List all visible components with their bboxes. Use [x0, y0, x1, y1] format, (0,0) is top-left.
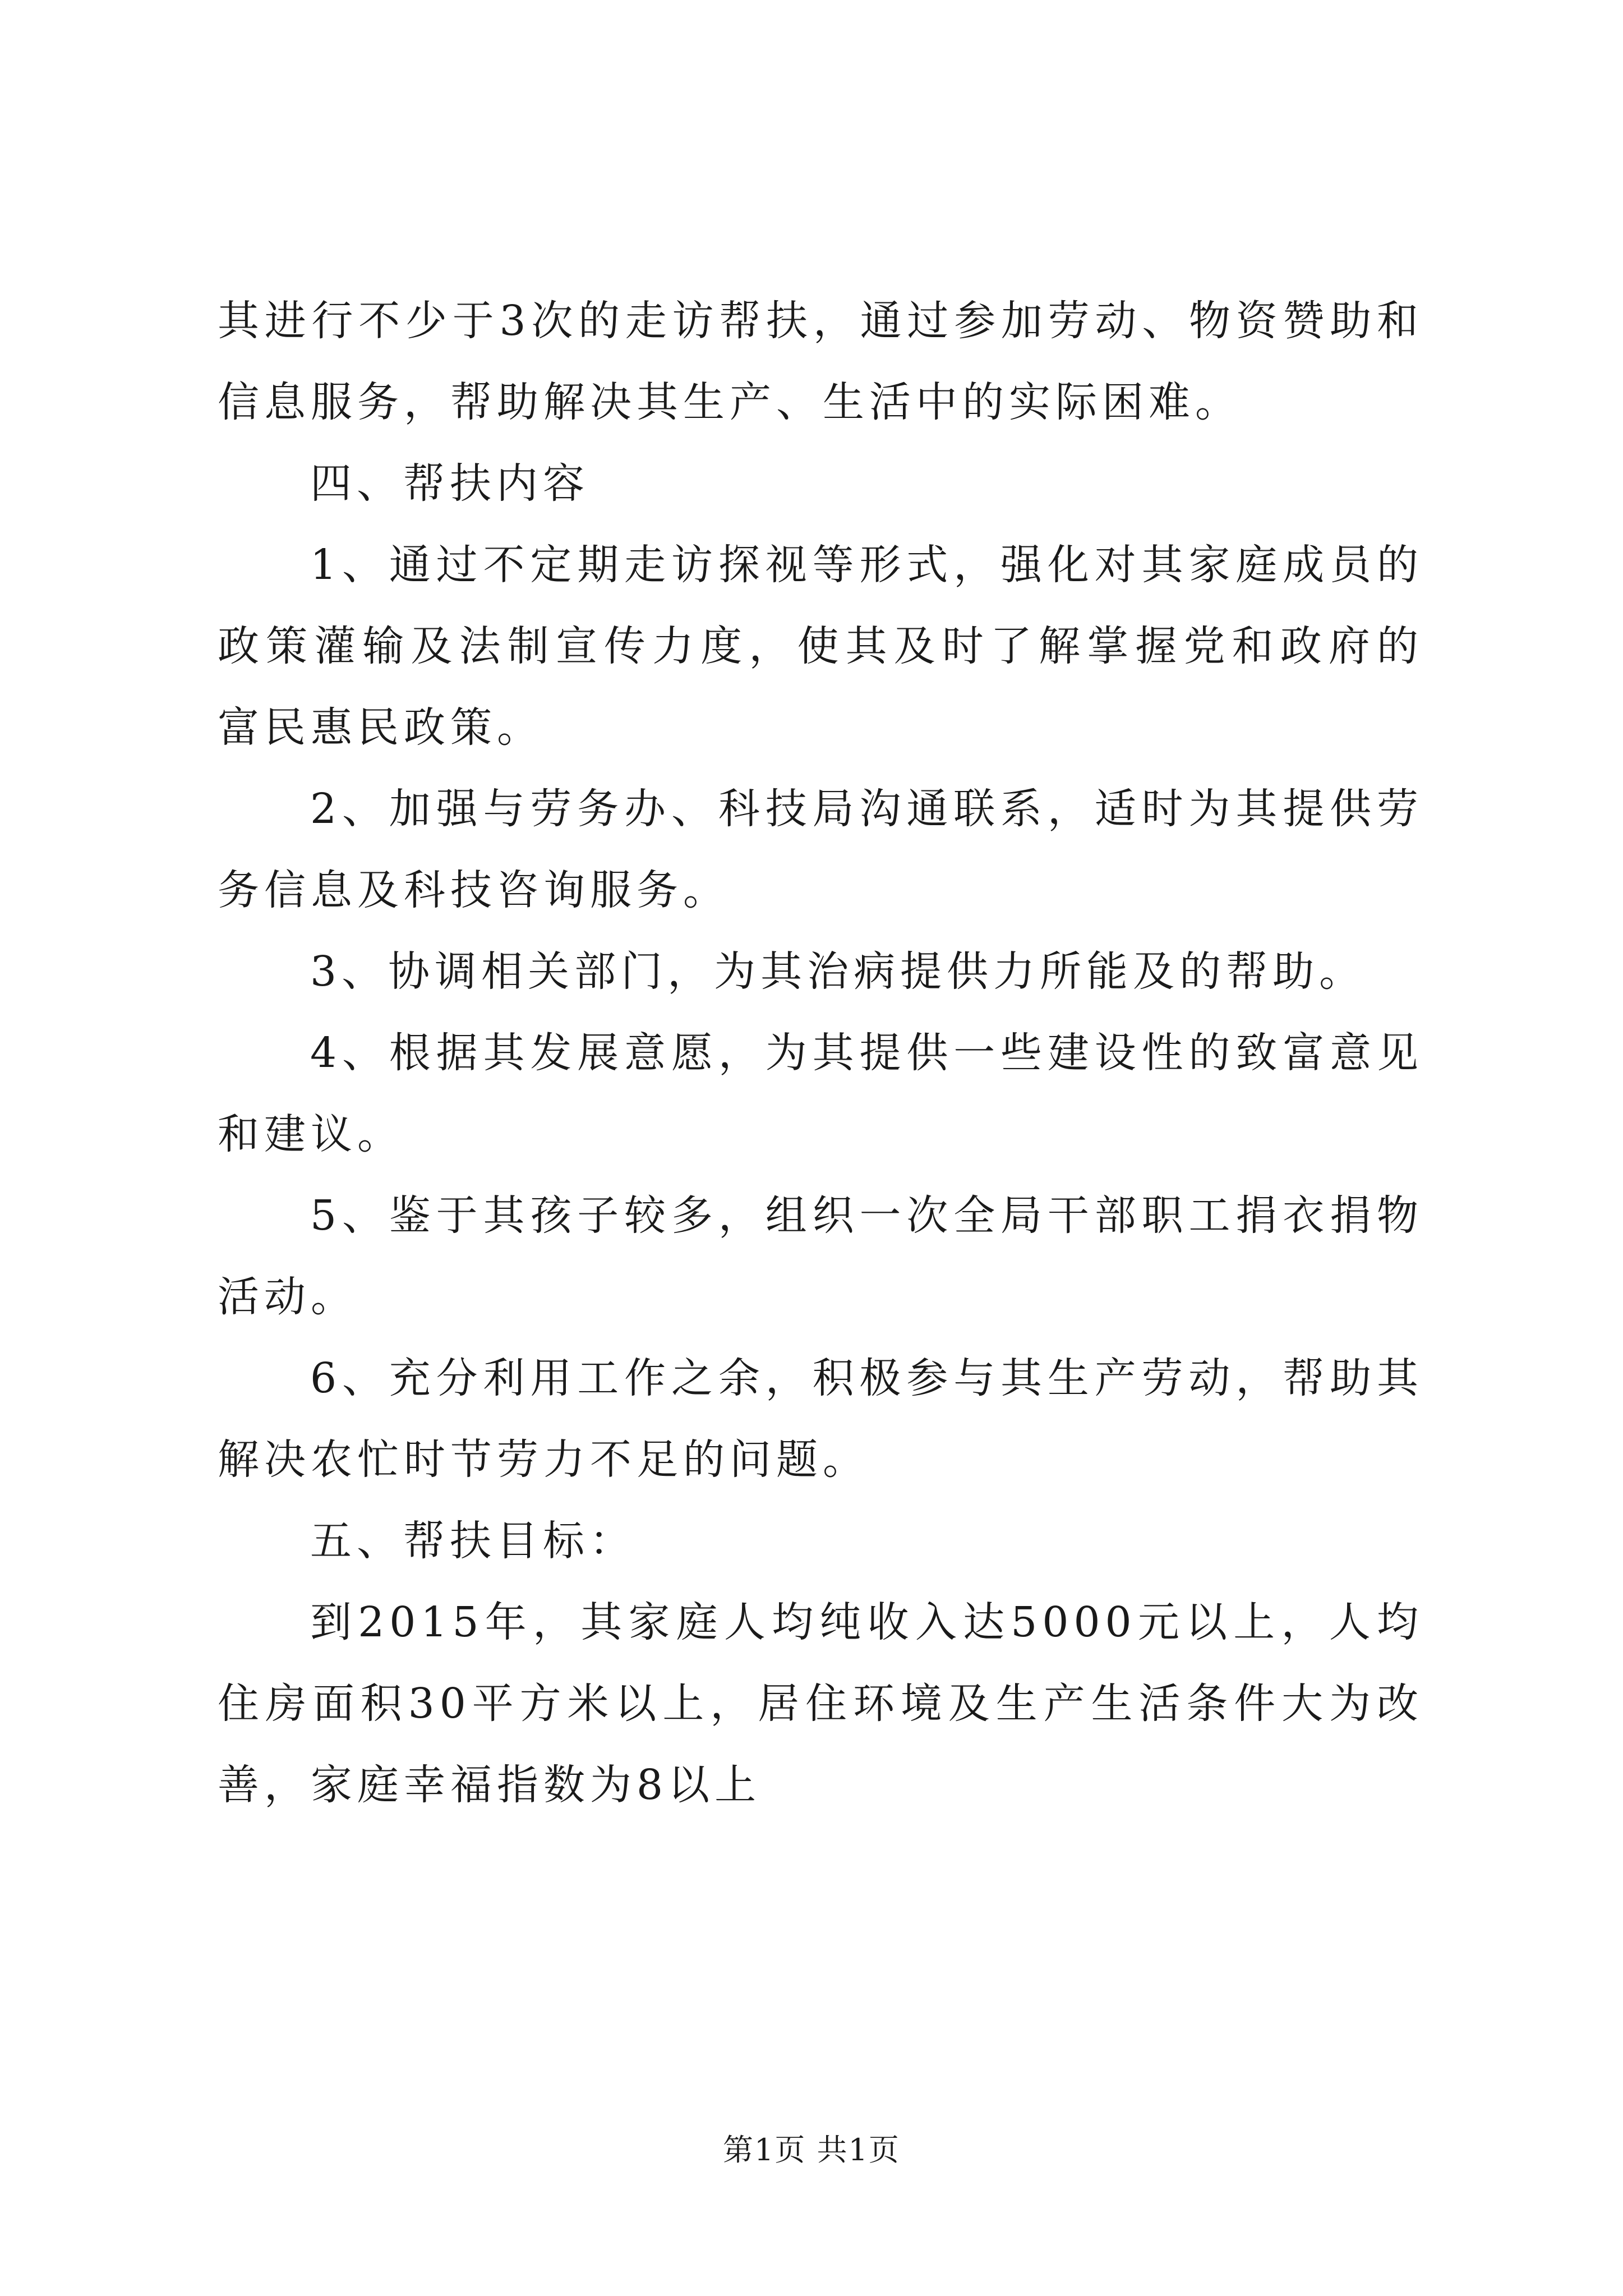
document-body: [218, 280, 1423, 1826]
paragraph: 5、鉴于其孩子较多，组织一次全局干部职工捐衣捐物活动。: [218, 1191, 1423, 1321]
paragraph: 4、根据其发展意愿，为其提供一些建设性的致富意见和建议。: [218, 1029, 1423, 1158]
paragraph: 3、协调相关部门，为其治病提供力所能及的帮助。: [310, 947, 1366, 996]
paragraph: 到2015年，其家庭人均纯收入达5000元以上，人均住房面积30平方米以上，居住环境及生产生活条件大为改善，家庭幸福指数为8以上: [218, 1598, 1423, 1809]
paragraph: 其进行不少于3次的走访帮扶，通过参加劳动、物资赞助和信息服务，帮助解决其生产、生活中的实际困难。: [218, 297, 1423, 426]
paragraph: 1、通过不定期走访探视等形式，强化对其家庭成员的政策灌输及法制宣传力度，使其及时了解掌握党和政府的富民惠民政策。: [218, 541, 1423, 752]
paragraph: 2、加强与劳务办、科技局沟通联系，适时为其提供劳务信息及科技咨询服务。: [218, 785, 1423, 914]
page-footer: 第1页 共1页: [723, 2132, 900, 2168]
section-heading-content: 四、帮扶内容: [310, 459, 589, 508]
paragraph: 6、充分利用工作之余，积极参与其生产劳动，帮助其解决农忙时节劳力不足的问题。: [218, 1354, 1423, 1484]
section-heading-goals: 五、帮扶目标：: [310, 1517, 636, 1565]
